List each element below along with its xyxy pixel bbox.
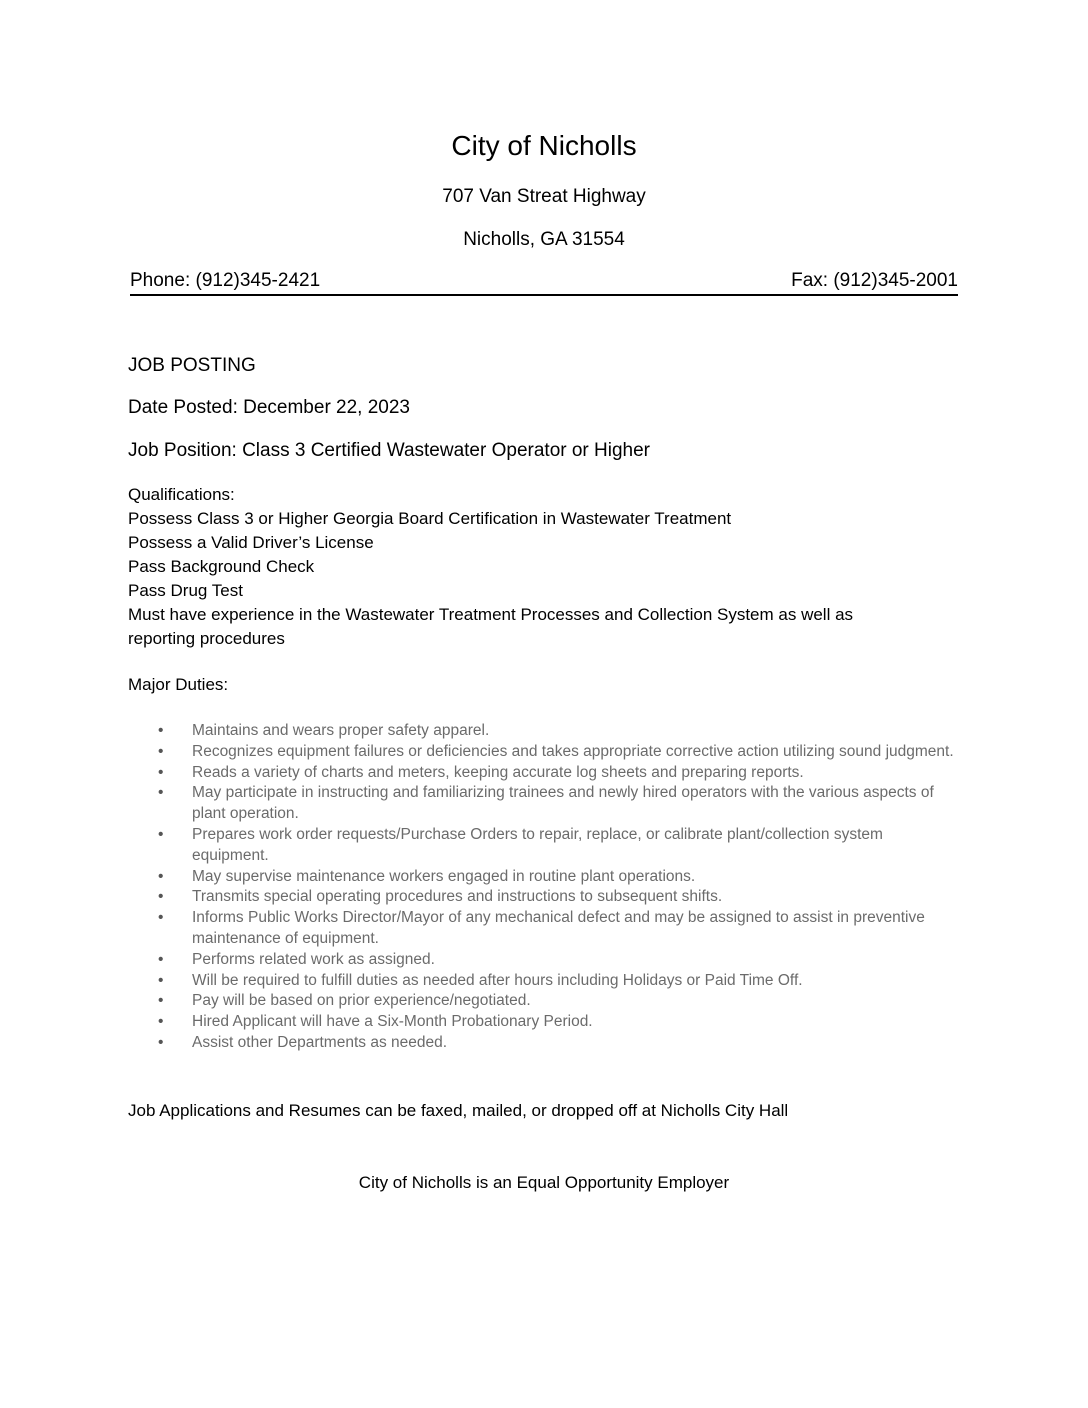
qualification-item: reporting procedures bbox=[128, 629, 285, 648]
bullet-icon: • bbox=[158, 742, 164, 760]
duty-text: Hired Applicant will have a Six-Month Probationary Period. bbox=[192, 1013, 593, 1031]
duty-item bbox=[128, 763, 958, 784]
bullet-icon: • bbox=[158, 888, 164, 906]
duty-text: Recognizes equipment failures or deficiencies and takes appropriate corrective action utilizing sound judgment. bbox=[192, 742, 954, 760]
job-posting-heading: JOB POSTING bbox=[128, 355, 256, 376]
duty-text: Transmits special operating procedures and instructions to subsequent shifts. bbox=[192, 888, 723, 906]
duty-item bbox=[128, 742, 958, 763]
bullet-icon: • bbox=[158, 1013, 164, 1031]
qualification-item: Must have experience in the Wastewater Treatment Processes and Collection System as well as bbox=[128, 605, 854, 624]
duty-text: Prepares work order requests/Purchase Orders to repair, replace, or calibrate plant/collection system equipment. bbox=[192, 825, 883, 864]
bullet-icon: • bbox=[158, 1033, 164, 1051]
address-line-1: 707 Van Streat Highway bbox=[442, 186, 646, 207]
duty-text: Assist other Departments as needed. bbox=[192, 1033, 448, 1051]
address-line-2: Nicholls, GA 31554 bbox=[463, 229, 625, 250]
duty-item bbox=[128, 887, 958, 908]
equal-opportunity-statement: City of Nicholls is an Equal Opportunity Employer bbox=[358, 1173, 730, 1192]
duty-text: Will be required to fulfill duties as needed after hours including Holidays or Paid Time Off. bbox=[192, 971, 803, 989]
duty-text: Maintains and wears proper safety apparel. bbox=[192, 722, 490, 739]
bullet-icon: • bbox=[158, 950, 164, 968]
qualification-item: Possess a Valid Driver’s License bbox=[128, 533, 374, 552]
duty-text: May participate in instructing and familiarizing trainees and newly hired operators with the various aspects of plant operation. bbox=[192, 784, 934, 823]
duty-item bbox=[128, 1033, 958, 1054]
bullet-icon: • bbox=[158, 867, 164, 885]
bullet-icon: • bbox=[158, 784, 164, 802]
major-duties-label: Major Duties: bbox=[128, 675, 229, 694]
duty-text: Performs related work as assigned. bbox=[192, 950, 435, 968]
qualification-item: Possess Class 3 or Higher Georgia Board Certification in Wastewater Treatment bbox=[128, 509, 732, 528]
applications-note: Job Applications and Resumes can be faxed, mailed, or dropped off at Nicholls City Hall bbox=[128, 1101, 789, 1120]
qualifications-label: Qualifications: bbox=[128, 485, 235, 504]
duty-item bbox=[128, 971, 958, 992]
contact-bar bbox=[130, 270, 958, 296]
major-duties-list bbox=[128, 721, 958, 1054]
duty-text: May supervise maintenance workers engaged in routine plant operations. bbox=[192, 867, 696, 885]
qualifications-section bbox=[128, 483, 928, 651]
qualification-item: Pass Drug Test bbox=[128, 581, 243, 600]
bullet-icon: • bbox=[158, 825, 164, 843]
duty-item bbox=[128, 783, 958, 825]
qualification-item: Pass Background Check bbox=[128, 557, 315, 576]
bullet-icon: • bbox=[158, 722, 164, 739]
duty-text: Informs Public Works Director/Mayor of any mechanical defect and may be assigned to assist in preventive maintenance of equipment. bbox=[192, 909, 925, 947]
phone-number: Phone: (912)345-2421 bbox=[130, 270, 321, 291]
job-position: Job Position: Class 3 Certified Wastewater Operator or Higher bbox=[128, 440, 651, 461]
duty-item bbox=[128, 721, 958, 742]
bullet-icon: • bbox=[158, 909, 164, 927]
duty-item bbox=[128, 908, 958, 950]
duty-text: Reads a variety of charts and meters, keeping accurate log sheets and preparing reports. bbox=[192, 763, 804, 781]
date-posted: Date Posted: December 22, 2023 bbox=[128, 397, 411, 418]
duty-item bbox=[128, 950, 958, 971]
bullet-icon: • bbox=[158, 992, 164, 1010]
duty-item bbox=[128, 991, 958, 1012]
duty-item bbox=[128, 867, 958, 888]
duty-item bbox=[128, 1012, 958, 1033]
bullet-icon: • bbox=[158, 971, 164, 989]
duty-text: Pay will be based on prior experience/negotiated. bbox=[192, 992, 531, 1010]
page-title: City of Nicholls bbox=[451, 130, 637, 161]
fax-number: Fax: (912)345-2001 bbox=[791, 270, 958, 291]
duty-item bbox=[128, 825, 958, 867]
bullet-icon: • bbox=[158, 763, 164, 781]
